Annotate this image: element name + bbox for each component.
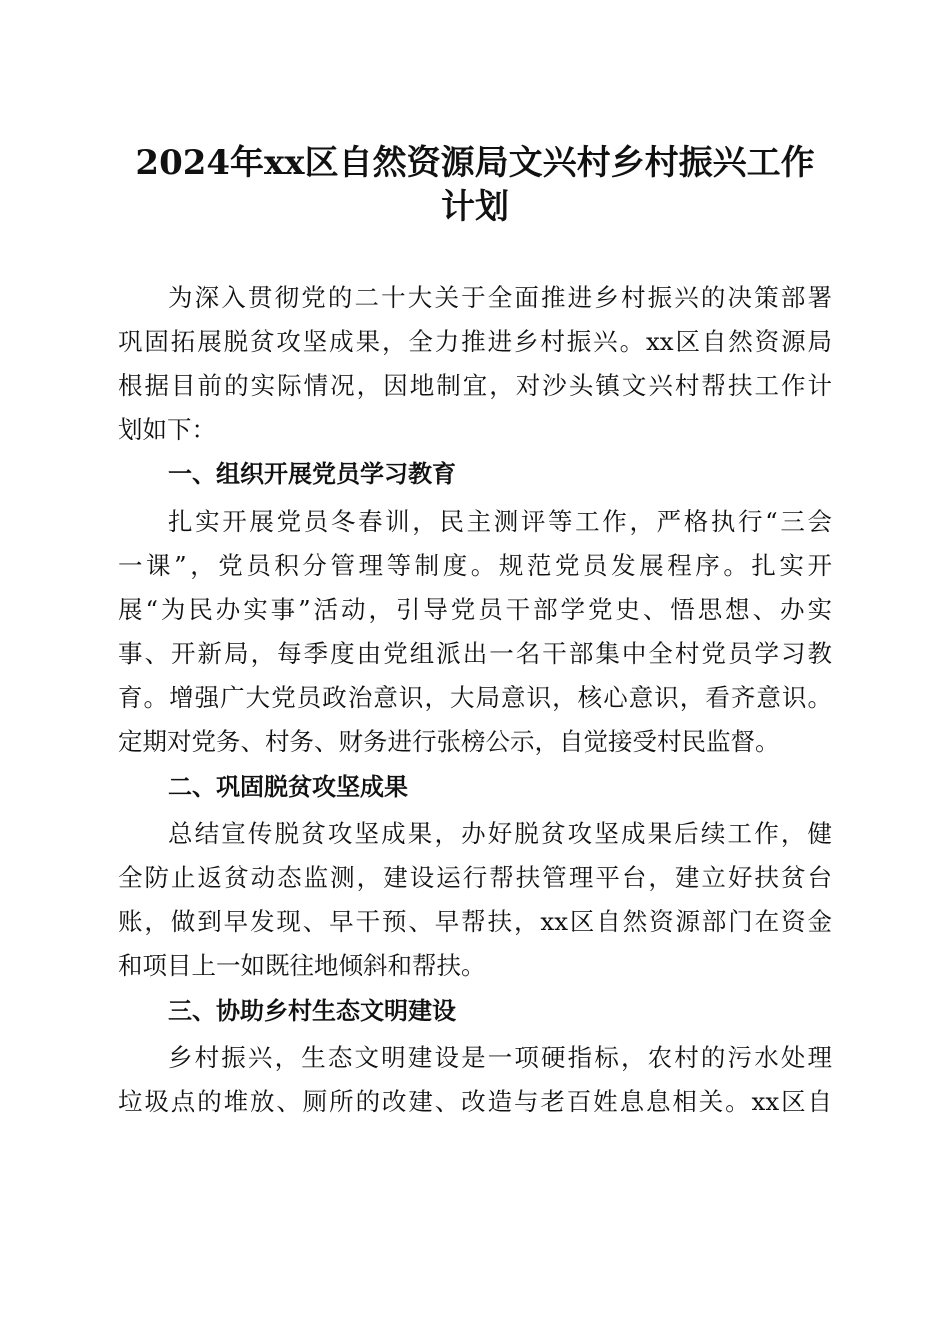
paragraph-line: 总结宣传脱贫攻坚成果，办好脱贫攻坚成果后续工作，健: [168, 819, 832, 848]
intro-line: 为深入贯彻党的二十大关于全面推进乡村振兴的决策部署: [168, 283, 832, 312]
paragraph-line: 展“为民办实事”活动，引导党员干部学党史、悟思想、办实: [118, 595, 832, 624]
paragraph-line: 一课”，党员积分管理等制度。规范党员发展程序。扎实开: [118, 551, 832, 580]
paragraph-line: 育。增强广大党员政治意识，大局意识，核心意识，看齐意识。: [118, 683, 832, 712]
paragraph-line: 账，做到早发现、早干预、早帮扶，xx区自然资源部门在资金: [118, 907, 832, 936]
paragraph-line: 全防止返贫动态监测，建设运行帮扶管理平台，建立好扶贫台: [118, 863, 832, 892]
section-heading: 三、协助乡村生态文明建设: [168, 997, 456, 1025]
section-heading: 一、组织开展党员学习教育: [168, 460, 456, 488]
paragraph-line: 扎实开展党员冬春训，民主测评等工作，严格执行“三会: [168, 507, 832, 536]
intro-line: 巩固拓展脱贫攻坚成果，全力推进乡村振兴。xx区自然资源局: [118, 327, 832, 356]
section-heading: 二、巩固脱贫攻坚成果: [168, 773, 408, 801]
paragraph-line: 定期对党务、村务、财务进行张榜公示，自觉接受村民监督。: [118, 727, 780, 756]
paragraph-line: 乡村振兴，生态文明建设是一项硬指标，农村的污水处理: [168, 1043, 832, 1072]
paragraph-line: 和项目上一如既往地倾斜和帮扶。: [118, 951, 486, 980]
paragraph-line: 事、开新局，每季度由党组派出一名干部集中全村党员学习教: [118, 639, 832, 668]
intro-line: 根据目前的实际情况，因地制宜，对沙头镇文兴村帮扶工作计: [118, 371, 832, 400]
paragraph-line: 垃圾点的堆放、厕所的改建、改造与老百姓息息相关。xx区自: [118, 1087, 832, 1116]
document-title-line-2: 计划: [441, 187, 509, 227]
document-title-line-1: 2024年xx区自然资源局文兴村乡村振兴工作: [135, 143, 815, 183]
intro-line: 划如下：: [118, 415, 216, 444]
